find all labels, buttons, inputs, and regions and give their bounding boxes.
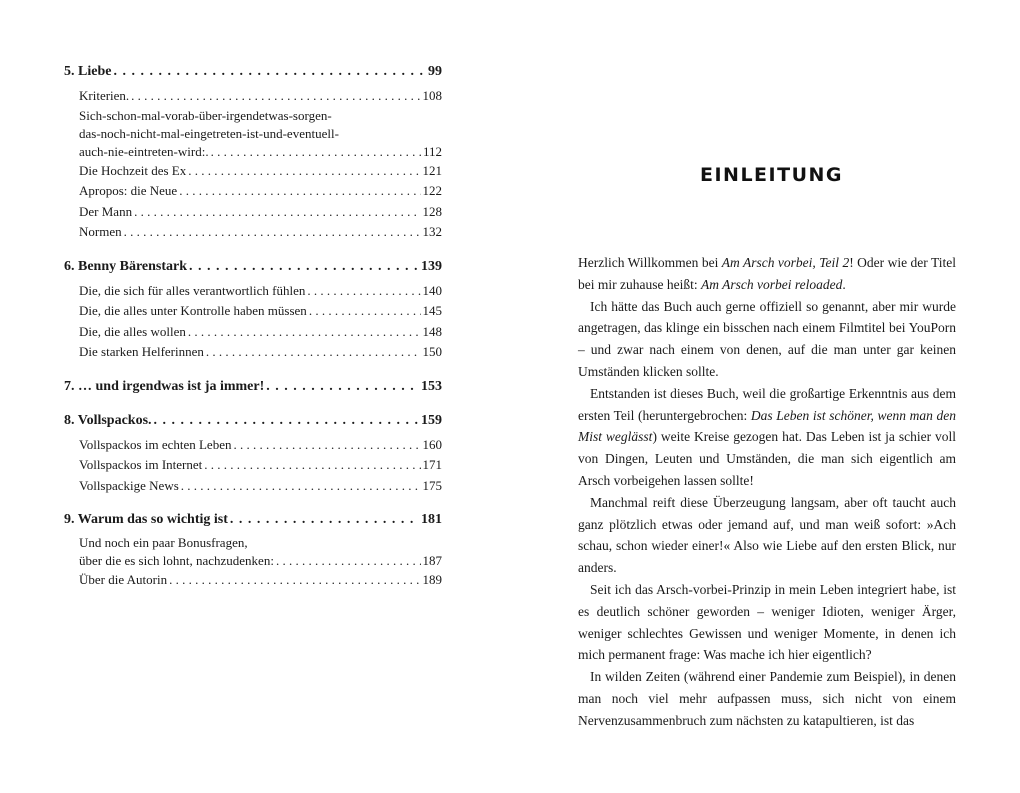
chapter-page-number: 139 [421, 258, 442, 274]
chapter-title: 7. … und irgendwas ist ja immer! [64, 378, 265, 394]
entry-title: Normen [79, 224, 122, 239]
entry-title: Vollspackige News [79, 477, 179, 493]
entry-title: Der Mann [79, 203, 133, 219]
entry-title: Vollspackos im echten Leben [79, 436, 232, 452]
toc-chapter-row [64, 510, 442, 530]
entry-page-number: 175 [422, 477, 442, 493]
chapter-title: 6. Benny Bärenstark [64, 258, 188, 274]
leader-dots [307, 281, 420, 302]
chapter-page-number: 159 [421, 412, 442, 428]
table-of-contents [64, 62, 442, 605]
entry-title: Apropos: die Neue [79, 183, 178, 198]
chapter-heading: EINLEITUNG [700, 164, 843, 186]
toc-chapter [64, 62, 442, 243]
toc-entry [79, 86, 442, 107]
toc-entry [79, 161, 442, 182]
toc-entry [79, 301, 442, 322]
leader-dots [230, 510, 419, 530]
entry-page-number: 140 [422, 282, 442, 298]
toc-entry [79, 322, 442, 343]
leader-dots [189, 257, 419, 277]
toc-entry-multiline [79, 107, 442, 161]
entry-page-number: 150 [422, 344, 442, 359]
entry-title-line: das-noch-nicht-mal-eingetreten-ist-und-eventuell- [79, 125, 339, 141]
leader-dots [188, 322, 421, 343]
toc-chapter-row [64, 411, 442, 431]
toc-entry [79, 435, 442, 456]
toc-chapter [64, 257, 442, 363]
toc-entry [79, 281, 442, 302]
toc-entry [79, 476, 442, 497]
chapter-page-number: 99 [428, 64, 442, 79]
toc-chapter-row [64, 257, 442, 277]
entry-title: Die Hochzeit des Ex [79, 162, 187, 178]
body-text [578, 252, 956, 732]
leader-dots [206, 342, 421, 363]
entry-title: Die starken Helferinnen [79, 344, 204, 359]
toc-chapter-row [64, 62, 442, 82]
leader-dots [276, 552, 421, 570]
toc-chapter [64, 510, 442, 591]
introduction-page [510, 0, 1020, 793]
leader-dots [124, 222, 421, 243]
paragraph: Manchmal reift diese Überzeugung langsam, aber oft taucht auch ganz plötzlich etwas oder jemand auf, und man weiß sofort: »Ach schau, schon wieder einer!« Also wie Liebe auf den ersten Blick, nur anders. [578, 494, 956, 576]
paragraph: Seit ich das Arsch-vorbei-Prinzip in mein Leben integriert habe, ist es deutlich schöner geworden – weniger Idioten, weniger Ärger, weniger schlechtes Gewissen und weniger Momente, in denen ich mich permanent frage: Was mache ich hier eigentlich? [578, 581, 956, 663]
toc-subsection-list [64, 534, 442, 591]
paragraph: Ich hätte das Buch auch gerne offiziell so genannt, aber mir wurde angetragen, das klinge ein bisschen nach einem Filmtitel bei YouPorn – und zwar nach einem von denen, auf die man unter gar keinen Umständen klicken sollte. [578, 298, 956, 379]
toc-chapter [64, 411, 442, 497]
toc-entry [79, 143, 442, 161]
chapter-title: 8. Vollspackos. [64, 412, 152, 428]
toc-chapter-row [64, 377, 442, 397]
entry-page-number: 132 [422, 224, 442, 239]
entry-title-line: Sich-schon-mal-vorab-über-irgendetwas-sorgen- [79, 107, 332, 123]
entry-title: über die es sich lohnt, nachzudenken: [79, 553, 274, 568]
entry-page-number: 189 [422, 572, 442, 587]
entry-title: Die, die sich für alles verantwortlich fühlen [79, 282, 306, 298]
entry-title: Die, die alles unter Kontrolle haben müssen [79, 303, 307, 318]
chapter-title: 5. Liebe [64, 64, 112, 79]
book-title-italic: Am Arsch vorbei reloaded [700, 276, 843, 292]
leader-dots [266, 377, 419, 397]
toc-subsection-list [64, 86, 442, 243]
entry-title: Vollspackos im Internet [79, 457, 203, 472]
leader-dots [113, 62, 426, 82]
toc-subsection-list [64, 281, 442, 363]
toc-entry [79, 570, 442, 591]
entry-page-number: 187 [422, 553, 442, 568]
toc-entry [79, 181, 442, 202]
entry-page-number: 145 [422, 303, 442, 318]
paragraph: In wilden Zeiten (während einer Pandemie zum Beispiel), in denen man noch viel mehr aufpassen muss, sich nicht von einem Nervenzusammenbruch zum nächsten zu katapultieren, ist das [578, 669, 956, 728]
entry-title: auch-nie-eintreten-wird:. [79, 143, 209, 159]
entry-title: Die, die alles wollen [79, 323, 186, 339]
entry-page-number: 128 [422, 203, 442, 219]
entry-page-number: 148 [422, 323, 442, 339]
toc-entry [79, 455, 442, 476]
leader-dots [233, 435, 420, 456]
toc-entry [79, 202, 442, 223]
quote-italic: Das Leben ist schöner, wenn man den Mist weglässt [578, 407, 956, 445]
entry-page-number: 160 [422, 436, 442, 452]
entry-page-number: 121 [422, 162, 442, 178]
entry-page-number: 171 [422, 457, 442, 472]
toc-entry-multiline [79, 534, 442, 570]
book-title-italic: Am Arsch vorbei, Teil 2 [721, 255, 850, 270]
leader-dots [309, 301, 421, 322]
leader-dots [181, 476, 421, 497]
entry-title-line: Und noch ein paar Bonusfragen, [79, 535, 248, 550]
chapter-page-number: 181 [421, 512, 442, 527]
chapter-page-number: 153 [421, 378, 442, 394]
entry-page-number: 122 [422, 183, 442, 198]
toc-entry [79, 342, 442, 363]
entry-title: Kriterien. [79, 88, 130, 103]
leader-dots [134, 202, 420, 223]
leader-dots [154, 411, 419, 431]
leader-dots [211, 143, 421, 161]
toc-entry [79, 552, 442, 570]
leader-dots [188, 161, 420, 182]
entry-page-number: 108 [422, 88, 442, 103]
toc-chapter [64, 377, 442, 397]
leader-dots [169, 570, 420, 591]
chapter-title: 9. Warum das so wichtig ist [64, 512, 228, 527]
paragraph: Herzlich Willkommen bei Am Arsch vorbei, Teil 2! Oder wie der Titel bei mir zuhause heißt: Am Arsch vorbei reloaded. [578, 255, 957, 292]
entry-title: Über die Autorin [79, 572, 168, 587]
paragraph: Entstanden ist dieses Buch, weil die großartige Erkenntnis aus dem ersten Teil (heruntergebrochen: Das Leben ist schöner, wenn man den Mist weglässt) weite Kreise gezogen hat. Das Leben ist ja schier voll von Dingen, Leuten und Umständen, die man sich eigentlich am Arsch vorbeigehen lassen sollte! [578, 385, 956, 488]
entry-page-number: 112 [422, 143, 442, 159]
leader-dots [179, 181, 420, 202]
leader-dots [204, 455, 420, 476]
leader-dots [131, 86, 420, 107]
toc-subsection-list [64, 435, 442, 497]
toc-entry [79, 222, 442, 243]
